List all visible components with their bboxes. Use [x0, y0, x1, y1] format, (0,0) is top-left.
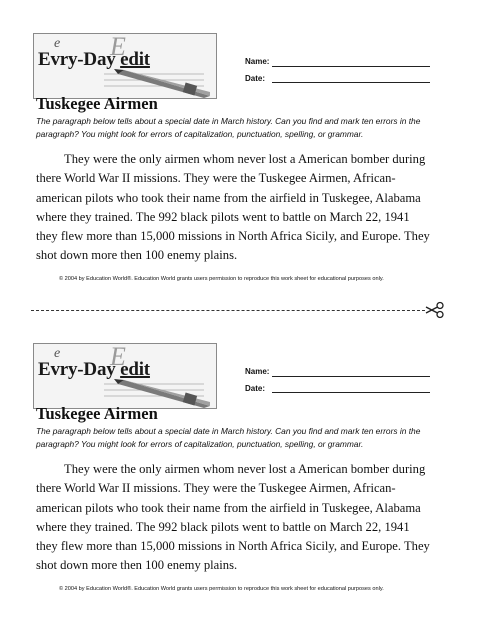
- name-field[interactable]: [272, 376, 430, 377]
- date-field[interactable]: [272, 82, 430, 83]
- name-label: Name:: [245, 57, 270, 66]
- instructions: The paragraph below tells about a special date in March history. Can you find and mark ten errors in the paragraph? You might look for errors of capitalization, punctuation, spelling, or grammar.: [36, 426, 421, 449]
- passage-line: shot down more then 100 enemy plains.: [36, 248, 238, 263]
- logo-wordmark: [38, 49, 150, 71]
- passage-line: there World War II missions. They were the Tuskegee Airmen, African-: [36, 481, 396, 496]
- date-label: Date:: [245, 384, 266, 393]
- copyright-notice: © 2004 by Education World®. Education World grants users permission to reproduce this work sheet for educational purposes only.: [59, 586, 384, 592]
- passage-line: They were the only airmen whom never lost a American bomber during: [64, 152, 426, 166]
- passage-line: they flew more than 15,000 missions in North Africa Sicily, and Europe. They: [36, 229, 430, 244]
- worksheet-title: Tuskegee Airmen: [36, 94, 158, 113]
- passage: [36, 460, 456, 576]
- copyright-notice: © 2004 by Education World®. Education World grants users permission to reproduce this work sheet for educational purposes only.: [59, 276, 384, 282]
- scissors-icon: [425, 301, 445, 319]
- passage-line: american pilots who took their name from the airfield in Tuskegee, Alabama: [36, 190, 421, 205]
- name-label: Name:: [245, 367, 270, 376]
- every-day-edit-logo: [33, 33, 217, 99]
- passage-line: They were the only airmen whom never lost a American bomber during: [64, 462, 426, 476]
- passage-line: where they trained. The 992 black pilots went to battle on March 22, 1941: [36, 209, 410, 224]
- passage-line: they flew more than 15,000 missions in North Africa Sicily, and Europe. They: [36, 539, 430, 554]
- date-field[interactable]: [272, 392, 430, 393]
- logo-word-edit: edit: [120, 49, 150, 70]
- logo-big-e: E: [110, 343, 126, 371]
- passage-line: shot down more then 100 enemy plains.: [36, 558, 238, 573]
- logo-small-e: e: [54, 36, 61, 51]
- worksheet-title: Tuskegee Airmen: [36, 404, 158, 423]
- logo-word-edit: edit: [120, 359, 150, 380]
- every-day-edit-logo: [33, 343, 217, 409]
- logo-word-evryday: Evry-Day: [38, 49, 116, 70]
- passage: [36, 150, 456, 266]
- passage-line: there World War II missions. They were the Tuskegee Airmen, African-: [36, 171, 396, 186]
- logo-small-e: e: [54, 346, 61, 361]
- name-field[interactable]: [272, 66, 430, 67]
- logo-word-evryday: Evry-Day: [38, 359, 116, 380]
- date-label: Date:: [245, 74, 266, 83]
- passage-line: american pilots who took their name from the airfield in Tuskegee, Alabama: [36, 500, 421, 515]
- logo-wordmark: [38, 359, 150, 381]
- passage-line: where they trained. The 992 black pilots went to battle on March 22, 1941: [36, 519, 410, 534]
- instructions: The paragraph below tells about a special date in March history. Can you find and mark ten errors in the paragraph? You might look for errors of capitalization, punctuation, spelling, or grammar.: [36, 116, 421, 139]
- cut-line: [31, 310, 425, 311]
- logo-big-e: E: [110, 33, 126, 61]
